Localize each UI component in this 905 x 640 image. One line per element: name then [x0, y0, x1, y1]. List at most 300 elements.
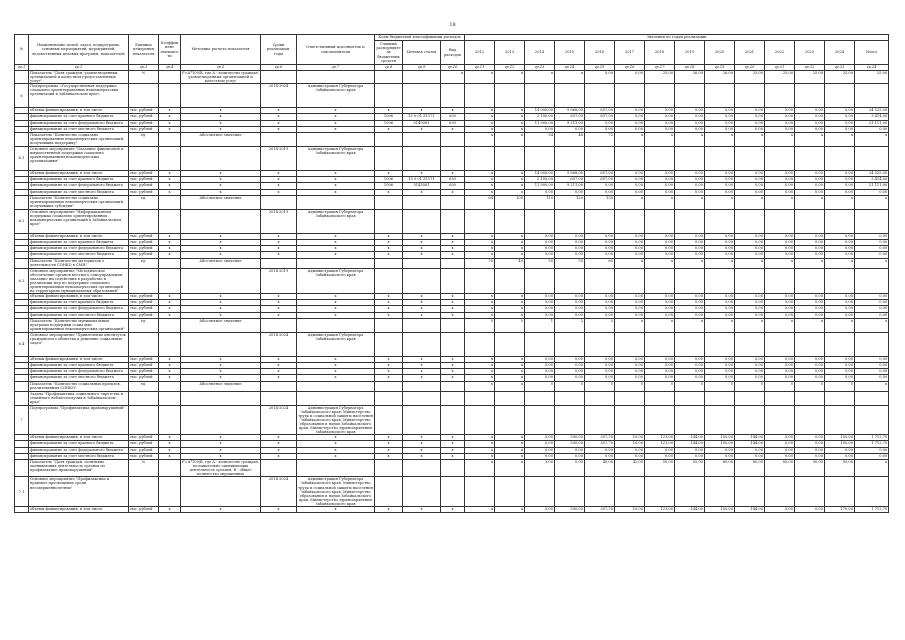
row-value: x [495, 126, 525, 132]
column-number: гр.9 [403, 65, 441, 71]
row-budget-code: x [441, 189, 465, 195]
row-period [261, 71, 297, 84]
row-value: 0,00 [825, 183, 855, 189]
row-value: 0 [795, 381, 825, 391]
row-value: 150,00 [705, 435, 735, 441]
row-unit: тыс. рублей [129, 189, 159, 195]
row-value: x [825, 318, 855, 332]
row-unit: тыс. рублей [129, 441, 159, 447]
row-value: 0,00 [795, 312, 825, 318]
table-row-big [15, 209, 889, 233]
row-value: 3 [585, 318, 615, 332]
row-method [181, 268, 261, 294]
row-value: 121,00 [645, 435, 675, 441]
row-value: 0,00 [765, 252, 795, 258]
row-value [735, 477, 765, 507]
row-budget-code: x [403, 363, 441, 369]
row-coef: x [159, 435, 181, 441]
row-value [585, 209, 615, 233]
row-responsible: Администрация Губернатора Забайкальского края [297, 84, 375, 108]
row-value [795, 477, 825, 507]
row-value: 0,00 [795, 252, 825, 258]
row-value: 0,00 [555, 375, 585, 381]
row-value: 0,00 [645, 453, 675, 459]
row-budget-code: x [375, 507, 403, 513]
row-value: 0,00 [645, 363, 675, 369]
row-value: x [495, 312, 525, 318]
row-number: 6.1 [15, 147, 29, 171]
row-period: x [261, 126, 297, 132]
row-value: 0,00 [645, 233, 675, 239]
column-number: гр.3 [129, 65, 159, 71]
row-value [585, 84, 615, 108]
row-budget-code: x [441, 300, 465, 306]
row-budget-code: x [403, 300, 441, 306]
row-method: x [181, 363, 261, 369]
row-value: 40 [495, 258, 525, 268]
row-method: x [181, 108, 261, 114]
row-value: 0,00 [675, 233, 705, 239]
row-value: 54 [525, 133, 555, 147]
row-value: 0,00 [825, 363, 855, 369]
row-budget-code: x [375, 300, 403, 306]
row-value: 0 [555, 381, 585, 391]
row-budget-code: x [441, 126, 465, 132]
row-value: 0,00 [555, 356, 585, 362]
row-value [555, 147, 585, 171]
row-value: 1 712,70 [855, 507, 889, 513]
row-budget-code: x [441, 252, 465, 258]
row-value: 0,00 [585, 306, 615, 312]
row-value: 0,00 [675, 239, 705, 245]
row-value: 0,00 [855, 447, 889, 453]
row-value: 0,00 [525, 294, 555, 300]
row-value: 0,00 [675, 120, 705, 126]
row-value: 14 000,00 [525, 171, 555, 177]
row-responsible: Администрация Губернатора Забайкальского края [297, 147, 375, 171]
row-budget-code: 1006 [375, 177, 403, 183]
row-value [525, 391, 555, 405]
row-value: 0,00 [795, 306, 825, 312]
row-value: 357,70 [585, 507, 615, 513]
row-number: 6 [15, 84, 29, 108]
row-unit [129, 147, 159, 171]
row-value: 0,00 [825, 239, 855, 245]
row-value: x [825, 258, 855, 268]
row-value: x [765, 195, 795, 209]
row-budget-code: x [375, 233, 403, 239]
row-name: финансирование за счет местного бюджета [29, 126, 129, 132]
header-year: 2024 [825, 41, 855, 65]
row-value [465, 147, 495, 171]
row-value [441, 332, 465, 356]
row-budget-code [375, 460, 403, 477]
table-row-text [15, 195, 889, 209]
row-value [403, 209, 441, 233]
row-value: x [825, 133, 855, 147]
column-number: гр.14 [555, 65, 585, 71]
row-responsible [297, 318, 375, 332]
row-value: 0,00 [675, 252, 705, 258]
row-name: Основное мероприятие "Профилактика и правовое просвещение среди несовершеннолетних" [29, 477, 129, 507]
row-value: 25,00 [765, 71, 795, 84]
row-value: 1 712,70 [855, 441, 889, 447]
row-value: 0,00 [795, 447, 825, 453]
row-budget-code [403, 381, 441, 391]
row-budget-code: x [375, 356, 403, 362]
row-coef: x [159, 233, 181, 239]
row-unit: тыс. рублей [129, 453, 159, 459]
row-value [795, 268, 825, 294]
row-value: 0,00 [585, 126, 615, 132]
row-value: 80,00 [735, 460, 765, 477]
row-value [495, 477, 525, 507]
row-value: 121,00 [645, 441, 675, 447]
row-value [555, 332, 585, 356]
row-unit: ед. [129, 381, 159, 391]
row-value: 100 [495, 195, 525, 209]
row-value: 0,00 [825, 356, 855, 362]
row-value: 50 [525, 258, 555, 268]
row-unit [129, 391, 159, 405]
row-value: 0,00 [825, 233, 855, 239]
row-value: x [495, 507, 525, 513]
row-value [645, 147, 675, 171]
row-budget-code: x [375, 369, 403, 375]
row-value: 0,00 [795, 120, 825, 126]
row-value: x [495, 453, 525, 459]
row-value: x [855, 195, 889, 209]
row-value: 0 [525, 381, 555, 391]
row-value [795, 391, 825, 405]
row-value: 0,00 [555, 460, 585, 477]
row-value: x [615, 258, 645, 268]
row-name: финансирование за счет федерального бюджета [29, 369, 129, 375]
row-value: 0,00 [615, 447, 645, 453]
row-budget-code: 630 [441, 177, 465, 183]
row-value: 0,00 [855, 375, 889, 381]
row-value: x [465, 435, 495, 441]
row-number: 6.4 [15, 332, 29, 356]
row-budget-code: x [441, 447, 465, 453]
row-value: 64 [465, 195, 495, 209]
row-method: x [181, 312, 261, 318]
row-method: Абсолютное значение [181, 195, 261, 209]
row-number [15, 195, 29, 209]
header-bk-type: Вид расходов [441, 41, 465, 65]
row-coef [159, 84, 181, 108]
row-value [403, 332, 441, 356]
row-budget-code: 630 [441, 114, 465, 120]
row-period: x [261, 453, 297, 459]
row-value [403, 84, 441, 108]
header-period: Сроки реализации, годы [261, 35, 297, 65]
row-value: x [495, 239, 525, 245]
row-coef: x [159, 507, 181, 513]
row-name: объемы финансирования, в том числе [29, 171, 129, 177]
row-budget-code: x [403, 312, 441, 318]
row-method: Абсолютное значение [181, 318, 261, 332]
row-name: финансирование за счет краевого бюджета [29, 177, 129, 183]
row-value [615, 477, 645, 507]
row-value [855, 268, 889, 294]
column-number: гр.16 [615, 65, 645, 71]
row-value: x [465, 171, 495, 177]
row-name: финансирование за счет местного бюджета [29, 375, 129, 381]
row-method: x [181, 233, 261, 239]
row-value: 2 [555, 318, 585, 332]
row-value: 0,00 [765, 120, 795, 126]
row-value: 0,00 [615, 356, 645, 362]
row-value: 0,00 [525, 126, 555, 132]
row-name: финансирование за счет краевого бюджета [29, 363, 129, 369]
row-value [645, 405, 675, 435]
row-responsible: Администрация Губернатора Забайкальского края, Министерство труда и социальной защиты населения Забайкальского края, Министерство образования и науки Забайкальского края, Министерство здравоохранения Забайкальского края [298, 405, 373, 435]
row-coef: x [159, 363, 181, 369]
row-value: x [465, 294, 495, 300]
row-unit: тыс. рублей [129, 300, 159, 306]
row-value: 0,00 [645, 126, 675, 132]
row-value: 0,00 [825, 453, 855, 459]
row-value [441, 318, 465, 332]
row-value: 0,00 [585, 369, 615, 375]
row-value [855, 209, 889, 233]
row-responsible: x [297, 294, 375, 300]
row-value [855, 84, 889, 108]
row-value: 0,00 [555, 126, 585, 132]
row-value: 90,00 [795, 460, 825, 477]
row-value: x [705, 258, 735, 268]
row-value: 0,00 [645, 369, 675, 375]
row-value [735, 268, 765, 294]
row-value: 0,00 [615, 363, 645, 369]
row-responsible [297, 381, 375, 391]
row-value [855, 477, 889, 507]
row-unit [129, 405, 159, 435]
row-value [375, 209, 403, 233]
row-value [795, 84, 825, 108]
row-unit: тыс. рублей [129, 447, 159, 453]
row-unit: тыс. рублей [129, 312, 159, 318]
row-value [441, 133, 465, 147]
row-value: x [495, 108, 525, 114]
row-value: 85,00 [765, 460, 795, 477]
row-value: 0,00 [525, 300, 555, 306]
row-value [441, 147, 465, 171]
row-period: x [261, 252, 297, 258]
row-value: x [495, 71, 525, 84]
row-budget-code: x [403, 294, 441, 300]
row-value: x [495, 246, 525, 252]
row-value [375, 405, 403, 435]
row-value [441, 381, 465, 391]
row-name: Показатель "Доля граждан, удовлетворенных организацией и качеством предоставленных услуг" [29, 71, 129, 84]
row-budget-code [375, 318, 403, 332]
row-value [403, 477, 441, 507]
row-budget-code: 630 [441, 183, 465, 189]
header-year: 2022 [765, 41, 795, 65]
row-method: Абсолютное значение [181, 133, 261, 147]
row-value: 0,00 [585, 233, 615, 239]
row-value: 0,00 [765, 246, 795, 252]
column-number: гр.2 [29, 65, 129, 71]
row-value: 144,00 [735, 441, 765, 447]
row-value [765, 209, 795, 233]
row-value [585, 391, 615, 405]
row-value: 0,00 [585, 120, 615, 126]
row-name: Показатель "Количество социально ориентированных некоммерческих организаций, получивших поддержку" [29, 133, 129, 147]
row-value: 0,00 [735, 447, 765, 453]
row-responsible: Администрация Губернатора Забайкальского края [297, 268, 375, 294]
row-responsible: x [297, 233, 375, 239]
row-unit: тыс. рублей [129, 126, 159, 132]
row-budget-code: x [375, 189, 403, 195]
row-value: 0,00 [615, 183, 645, 189]
row-value: 0,00 [675, 246, 705, 252]
row-value: 0,00 [735, 183, 765, 189]
row-value: 0 [645, 381, 675, 391]
row-value: 0,00 [855, 233, 889, 239]
row-value: 0,00 [735, 312, 765, 318]
header-name: Наименование целей, задач, подпрограмм, основных мероприятий, мероприятий, ведомственных целевых программ, показателей [29, 35, 129, 65]
row-value: 0,00 [705, 306, 735, 312]
row-method [181, 332, 261, 356]
row-value: 0,00 [735, 453, 765, 459]
row-value [615, 268, 645, 294]
row-value: 0,00 [525, 312, 555, 318]
row-value: x [495, 356, 525, 362]
row-value [795, 332, 825, 356]
row-value: 25,00 [795, 71, 825, 84]
row-value: 9 868,00 [555, 108, 585, 114]
row-value [855, 332, 889, 356]
row-value: 0,00 [735, 120, 765, 126]
row-value: 9 211,00 [555, 183, 585, 189]
row-value: 0,00 [585, 300, 615, 306]
row-value: 0,00 [765, 171, 795, 177]
table-row-text [15, 381, 889, 391]
row-value [441, 268, 465, 294]
column-number: гр.12 [495, 65, 525, 71]
row-value: 0,00 [705, 447, 735, 453]
row-value [735, 147, 765, 171]
row-value [495, 268, 525, 294]
row-value: 0,00 [585, 189, 615, 195]
row-value: 26,00 [675, 71, 705, 84]
row-value: x [465, 375, 495, 381]
row-value: 9 211,00 [555, 120, 585, 126]
row-value: 0,00 [705, 108, 735, 114]
row-budget-code: x [403, 441, 441, 447]
row-value: 0,00 [555, 306, 585, 312]
row-value: 0,00 [555, 189, 585, 195]
row-value: 0,00 [525, 356, 555, 362]
row-method: x [181, 507, 261, 513]
row-value: 0,00 [765, 183, 795, 189]
row-unit: тыс. рублей [129, 507, 159, 513]
row-coef: x [159, 312, 181, 318]
row-value: 0 [585, 381, 615, 391]
row-value [645, 268, 675, 294]
row-value: 48 [555, 133, 585, 147]
row-value: 0,00 [705, 363, 735, 369]
row-number: 6.3 [15, 268, 29, 294]
row-value: 144,00 [675, 441, 705, 447]
row-value [825, 84, 855, 108]
row-value: x [495, 133, 525, 147]
header-num: № [15, 35, 29, 65]
header-bk-grbs: Главный распорядитель бюджетных средств [376, 42, 401, 63]
row-number [15, 258, 29, 268]
row-value [675, 332, 705, 356]
row-value: 0,00 [735, 233, 765, 239]
row-value: x [465, 233, 495, 239]
row-value: 0,00 [795, 183, 825, 189]
row-budget-code: 15 0 01 Z1171 [403, 177, 441, 183]
row-value: 0,00 [555, 239, 585, 245]
row-method: x [181, 171, 261, 177]
row-method: x [181, 447, 261, 453]
row-value [555, 477, 585, 507]
row-period: x [261, 435, 297, 441]
row-value: 0,00 [765, 312, 795, 318]
row-value: x [465, 312, 495, 318]
row-number: 7.1 [15, 477, 29, 507]
row-value: x [495, 300, 525, 306]
row-value: 0,00 [585, 356, 615, 362]
row-value: x [495, 381, 525, 391]
row-value: 21 111,00 [855, 120, 889, 126]
row-value: 0,00 [525, 233, 555, 239]
row-value: 657,00 [585, 177, 615, 183]
row-unit: тыс. рублей [129, 233, 159, 239]
row-value [403, 147, 441, 171]
row-value: 95,00 [825, 460, 855, 477]
row-value: 0,00 [675, 177, 705, 183]
row-responsible: x [297, 453, 375, 459]
row-period: x [261, 447, 297, 453]
row-value [705, 391, 735, 405]
row-value: x [465, 453, 495, 459]
row-budget-code: x [403, 108, 441, 114]
row-period [261, 133, 297, 147]
row-value: 0,00 [615, 312, 645, 318]
row-value: 0,00 [705, 312, 735, 318]
row-budget-code: x [375, 306, 403, 312]
row-value: 0,00 [525, 189, 555, 195]
row-coef: x [159, 441, 181, 447]
row-name: Подпрограмма «Государственная поддержка социально ориентированных некоммерческих организаций в Забайкальском крае» [29, 84, 129, 108]
row-budget-code: x [403, 171, 441, 177]
row-name: финансирование за счет краевого бюджета [29, 300, 129, 306]
row-name: Основное мероприятие "Привлечение институтов гражданского общества к решению социальных задач" [29, 332, 129, 356]
row-value [615, 391, 645, 405]
row-value [855, 391, 889, 405]
row-value: 0,00 [795, 356, 825, 362]
row-value: 21 111,00 [855, 183, 889, 189]
row-value [555, 391, 585, 405]
row-value: 150,00 [705, 441, 735, 447]
row-value [495, 332, 525, 356]
row-value: 0,00 [765, 177, 795, 183]
header-year: 2020 [705, 41, 735, 65]
row-value: x [495, 189, 525, 195]
row-value: 0,00 [645, 114, 675, 120]
row-value [465, 84, 495, 108]
row-value: x [795, 133, 825, 147]
row-period: x [261, 189, 297, 195]
row-budget-code [403, 460, 441, 477]
